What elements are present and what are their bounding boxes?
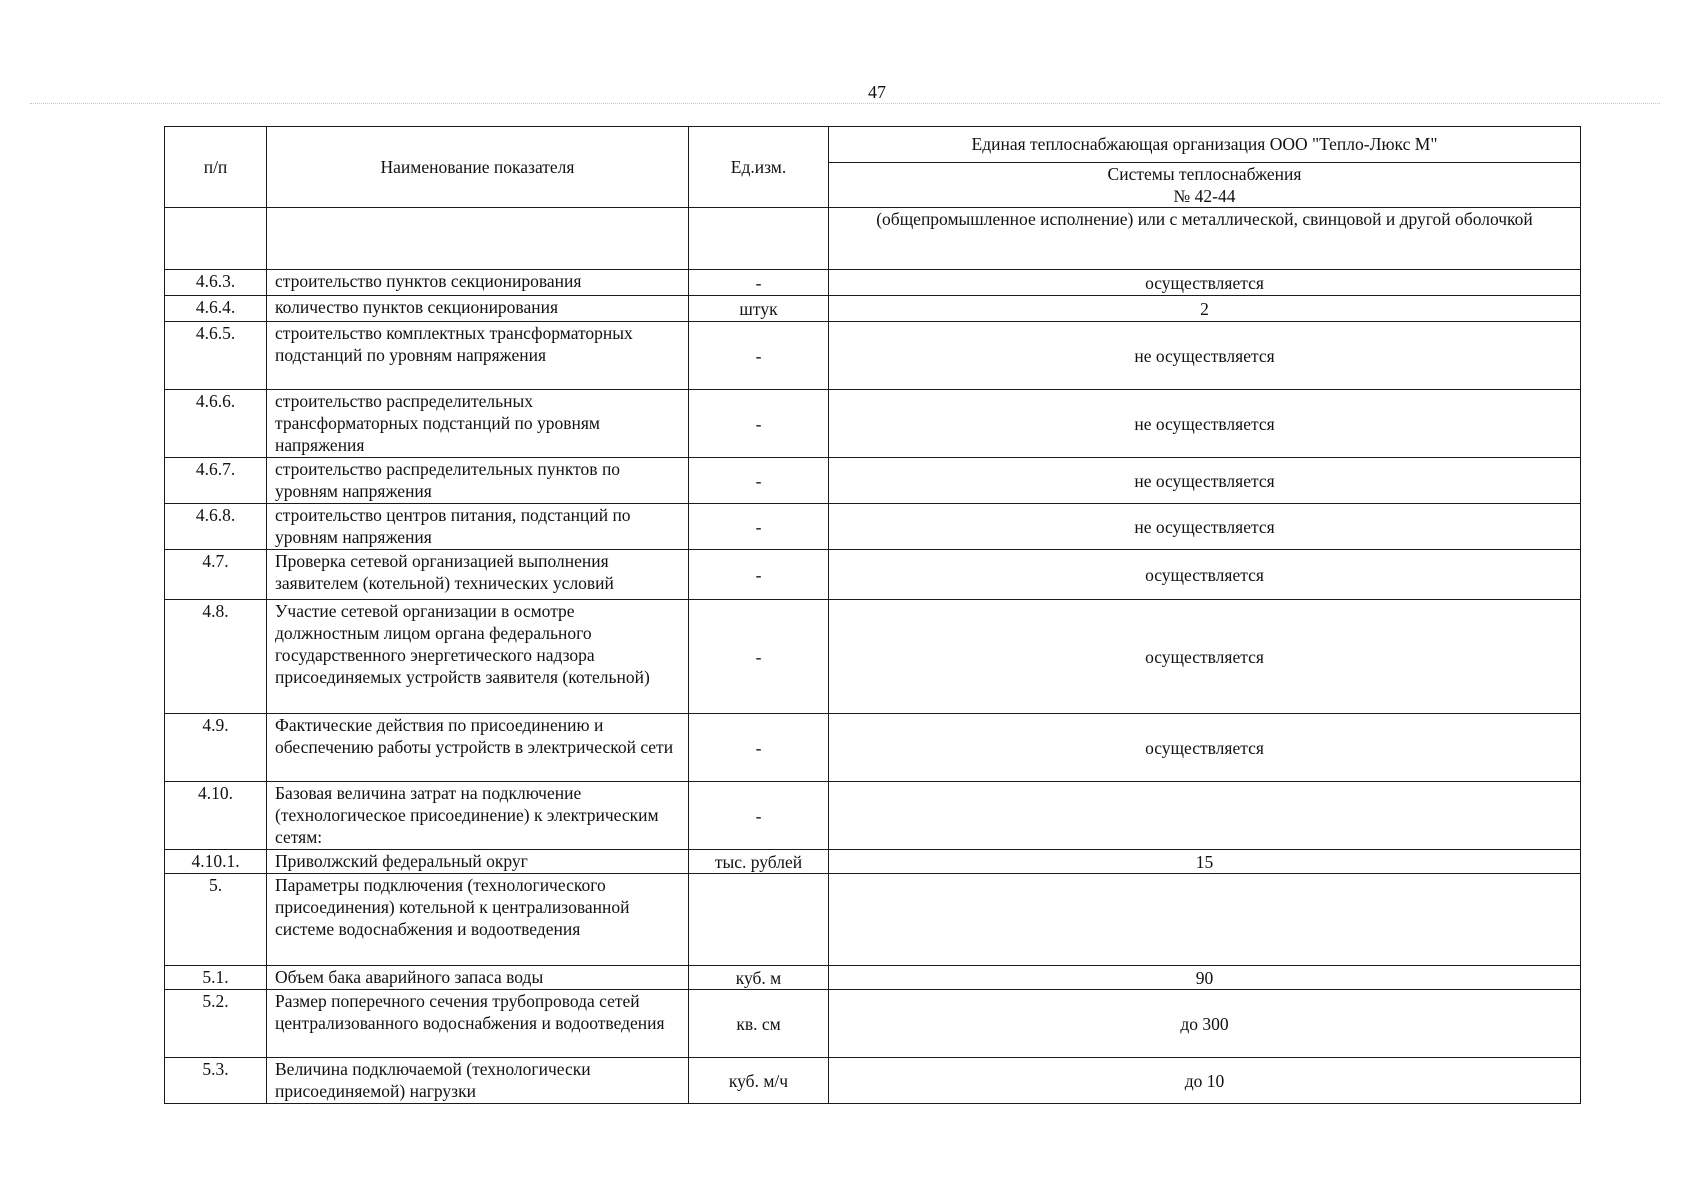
row-value: 15	[829, 850, 1581, 874]
row-name: количество пунктов секционирования	[267, 296, 689, 322]
row-name: строительство распределительных трансформаторных подстанций по уровням напряжения	[267, 390, 689, 458]
row-name: Фактические действия по присоединению и обеспечению работы устройств в электрической сети	[267, 714, 689, 782]
row-unit: куб. м	[689, 966, 829, 990]
row-value	[829, 874, 1581, 966]
row-unit	[689, 208, 829, 270]
row-unit: -	[689, 390, 829, 458]
header-name: Наименование показателя	[267, 127, 689, 208]
row-unit: -	[689, 714, 829, 782]
row-unit: -	[689, 550, 829, 600]
row-value: не осуществляется	[829, 390, 1581, 458]
row-value: (общепромышленное исполнение) или с металлической, свинцовой и другой оболочкой	[829, 208, 1581, 270]
row-name: Параметры подключения (технологического присоединения) котельной к централизованной системе водоснабжения и водоотведения	[267, 874, 689, 966]
row-name: строительство комплектных трансформаторных подстанций по уровням напряжения	[267, 322, 689, 390]
row-value: до 300	[829, 990, 1581, 1058]
table-row	[165, 782, 1581, 850]
table-row	[165, 874, 1581, 966]
row-num: 4.10.1.	[165, 850, 267, 874]
table-row	[165, 458, 1581, 504]
row-unit: -	[689, 504, 829, 550]
row-value: не осуществляется	[829, 504, 1581, 550]
table-header	[165, 127, 1581, 208]
row-value: 2	[829, 296, 1581, 322]
header-systems-line2: № 42-44	[1173, 186, 1236, 206]
scan-rule-line	[30, 103, 1660, 104]
row-num: 4.6.5.	[165, 322, 267, 390]
row-num: 4.6.8.	[165, 504, 267, 550]
row-value: 90	[829, 966, 1581, 990]
row-name: строительство распределительных пунктов по уровням напряжения	[267, 458, 689, 504]
row-num: 5.	[165, 874, 267, 966]
row-name: Объем бака аварийного запаса воды	[267, 966, 689, 990]
row-unit	[689, 874, 829, 966]
row-value: осуществляется	[829, 600, 1581, 714]
row-value: до 10	[829, 1058, 1581, 1104]
header-organization: Единая теплоснабжающая организация ООО "Тепло-Люкс М"	[829, 127, 1581, 163]
table-row	[165, 850, 1581, 874]
page-number: 47	[868, 82, 886, 102]
row-unit: штук	[689, 296, 829, 322]
table-row	[165, 270, 1581, 296]
table-row	[165, 714, 1581, 782]
row-name: Участие сетевой организации в осмотре должностным лицом органа федерального государственного энергетического надзора присоединяемых устройств заявителя (котельной)	[267, 600, 689, 714]
table-row	[165, 322, 1581, 390]
row-num: 4.6.4.	[165, 296, 267, 322]
table-row	[165, 550, 1581, 600]
row-num: 4.9.	[165, 714, 267, 782]
row-unit: -	[689, 322, 829, 390]
row-name: строительство центров питания, подстанций по уровням напряжения	[267, 504, 689, 550]
row-name: Величина подключаемой (технологически присоединяемой) нагрузки	[267, 1058, 689, 1104]
row-num	[165, 208, 267, 270]
row-value: не осуществляется	[829, 458, 1581, 504]
row-unit: -	[689, 600, 829, 714]
table-row	[165, 1058, 1581, 1104]
row-name	[267, 208, 689, 270]
row-unit: -	[689, 458, 829, 504]
row-num: 5.2.	[165, 990, 267, 1058]
row-unit: -	[689, 270, 829, 296]
table-row	[165, 990, 1581, 1058]
row-num: 5.3.	[165, 1058, 267, 1104]
row-name: Размер поперечного сечения трубопровода сетей централизованного водоснабжения и водоотведения	[267, 990, 689, 1058]
row-unit: куб. м/ч	[689, 1058, 829, 1104]
row-value	[829, 782, 1581, 850]
row-unit: -	[689, 782, 829, 850]
header-systems	[829, 163, 1581, 208]
row-name: Приволжский федеральный округ	[267, 850, 689, 874]
table-body	[165, 208, 1581, 1104]
table-row	[165, 504, 1581, 550]
row-name: Проверка сетевой организацией выполнения заявителем (котельной) технических условий	[267, 550, 689, 600]
parameters-table	[164, 126, 1581, 1104]
row-unit: кв. см	[689, 990, 829, 1058]
row-value: осуществляется	[829, 714, 1581, 782]
row-value: осуществляется	[829, 270, 1581, 296]
table-row	[165, 600, 1581, 714]
row-value: осуществляется	[829, 550, 1581, 600]
table-row	[165, 208, 1581, 270]
table-row	[165, 966, 1581, 990]
row-num: 4.7.	[165, 550, 267, 600]
header-unit: Ед.изм.	[689, 127, 829, 208]
table-row	[165, 296, 1581, 322]
row-num: 4.6.6.	[165, 390, 267, 458]
header-systems-line1: Системы теплоснабжения	[1107, 164, 1302, 184]
table-row	[165, 390, 1581, 458]
row-name: строительство пунктов секционирования	[267, 270, 689, 296]
row-value: не осуществляется	[829, 322, 1581, 390]
row-num: 4.10.	[165, 782, 267, 850]
row-name: Базовая величина затрат на подключение (технологическое присоединение) к электрическим сетям:	[267, 782, 689, 850]
row-num: 4.6.7.	[165, 458, 267, 504]
row-num: 5.1.	[165, 966, 267, 990]
row-num: 4.6.3.	[165, 270, 267, 296]
header-num: п/п	[165, 127, 267, 208]
row-num: 4.8.	[165, 600, 267, 714]
row-unit: тыс. рублей	[689, 850, 829, 874]
